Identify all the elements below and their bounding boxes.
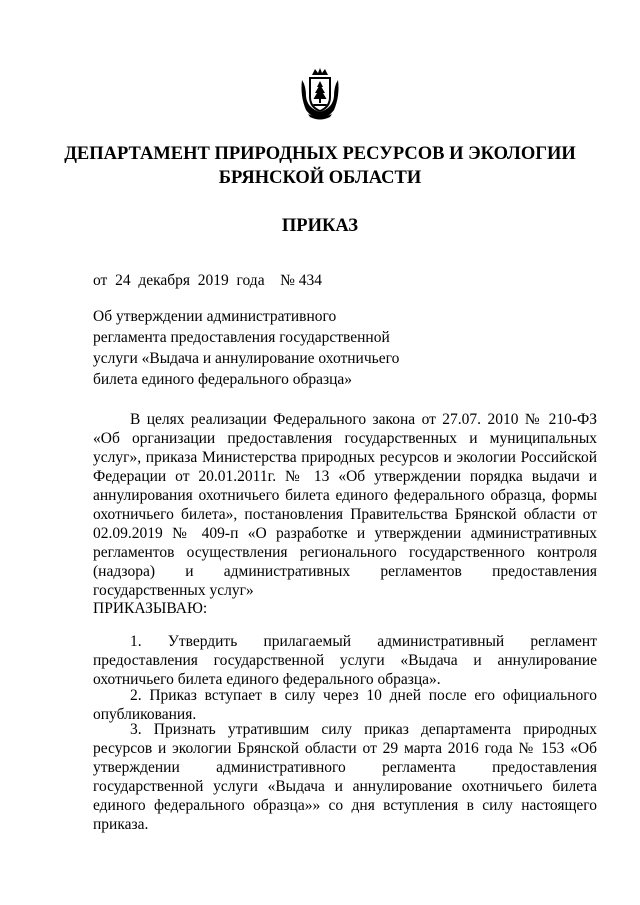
order-item-2: 2. Приказ вступает в силу через 10 дней после его официального опубликования. [93, 687, 597, 723]
subject-line: регламента предоставления государственной [93, 329, 390, 346]
subject-line: услуги «Выдача и аннулирование охотничьего [93, 350, 400, 367]
organization-title: ДЕПАРТАМЕНТ ПРИРОДНЫХ РЕСУРСОВ И ЭКОЛОГИИ БРЯНСКОЙ ОБЛАСТИ [64, 144, 576, 188]
preamble-paragraph: В целях реализации Федерального закона от 27.07. 2010 № 210-ФЗ «Об организации предоставления государственных и муниципальных услуг», приказа Министерства природных ресурсов и экологии Российской Федерации от 20.01.2011г. № 13 «Об утверждении порядка выдачи и аннулирования охотничьего билета единого федерального образца, формы охотничьего билета», постановления Правительства Брянской области от 02.09.2019 № 409-п «О разработке и утверждении административных регламентов осуществления регионального государственного контроля (надзора) и административных регламентов предоставления государственных услуг» [93, 411, 597, 599]
document-type: ПРИКАЗ [281, 216, 359, 236]
order-item-1: 1. Утвердить прилагаемый административный регламент предоставления государственной услуги «Выдача и аннулирование охотничьего билета единого федерального образца». [93, 633, 597, 688]
order-item-3: 3. Признать утратившим силу приказ департамента природных ресурсов и экологии Брянской области от 29 марта 2016 года № 153 «Об утверждении административного регламента предоставления государственной услуги «Выдача и аннулирование охотничьего билета единого федерального образца»» со дня вступления в силу настоящего приказа. [93, 721, 597, 833]
coat-of-arms-icon [298, 66, 342, 120]
document-subject [93, 306, 413, 390]
document-date-number: от 24 декабря 2019 года № 434 [93, 272, 322, 289]
order-heading: ПРИКАЗЫВАЮ: [93, 600, 208, 617]
subject-line: Об утверждении административного [93, 308, 337, 325]
subject-line: билета единого федерального образца» [93, 371, 353, 388]
